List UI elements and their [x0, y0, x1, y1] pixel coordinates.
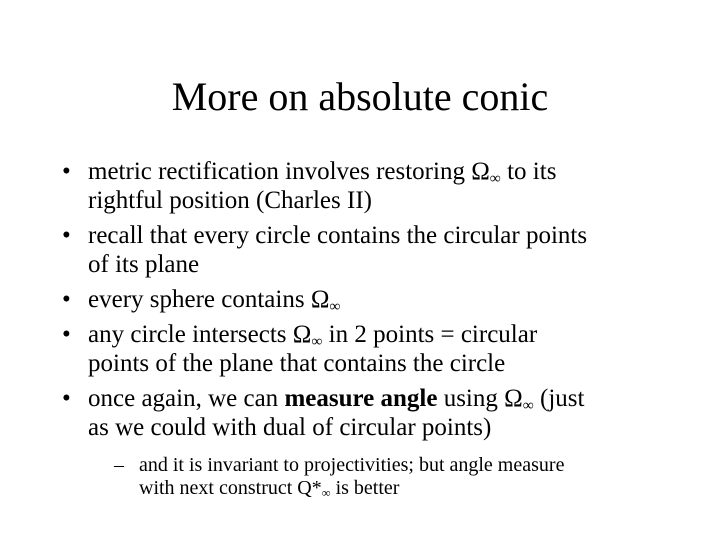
bullet-item-4 [62, 320, 702, 378]
sub-bullet-line-1: and it is invariant to projectivities; but angle measure [139, 454, 565, 476]
bullet-marker: • [62, 385, 71, 412]
bullet-list [62, 157, 702, 506]
infinity-symbol: ∞ [329, 297, 341, 315]
text-fragment: with next construct Q* [139, 477, 322, 499]
sub-bullet-item [88, 454, 702, 500]
sub-bullet-marker: – [114, 454, 124, 476]
bullet-1-line-2: rightful position (Charles II) [88, 187, 372, 214]
infinity-symbol: ∞ [311, 332, 323, 350]
bullet-marker: • [62, 321, 71, 348]
text-fragment: once again, we can [88, 385, 285, 412]
bullet-item-5 [62, 384, 702, 500]
bullet-2-line-2: of its plane [88, 251, 200, 278]
text-fragment: to its [500, 158, 557, 185]
bullet-1-line-1 [88, 157, 702, 186]
emphasis-measure-angle: measure angle [284, 385, 438, 412]
slide-title: More on absolute conic [171, 74, 549, 119]
bullet-marker: • [62, 158, 71, 185]
text-fragment: using [437, 385, 505, 412]
bullet-item-1 [62, 157, 702, 215]
omega-symbol: Ω [292, 321, 312, 348]
bullet-3-line-1 [88, 285, 702, 314]
infinity-symbol: ∞ [489, 169, 501, 187]
bullet-4-line-2: points of the plane that contains the circle [88, 350, 506, 377]
bullet-5-line-2: as we could with dual of circular points) [88, 414, 492, 441]
bullet-marker: • [62, 286, 71, 313]
bullet-item-3 [62, 285, 702, 314]
text-fragment: (just [533, 385, 585, 412]
text-fragment: is better [330, 477, 400, 499]
text-fragment: every sphere contains [88, 286, 311, 313]
infinity-symbol: ∞ [321, 486, 331, 501]
bullet-2-line-1: recall that every circle contains the circular points [88, 222, 588, 249]
text-fragment: any circle intersects [88, 321, 293, 348]
bullet-item-2 [62, 221, 702, 279]
omega-symbol: Ω [310, 286, 330, 313]
omega-symbol: Ω [471, 158, 490, 185]
bullet-marker: • [62, 222, 71, 249]
omega-symbol: Ω [504, 385, 523, 412]
sub-bullet-line-2 [139, 477, 702, 500]
bullet-4-line-1 [88, 320, 702, 349]
bullet-5-line-1 [88, 384, 702, 413]
text-fragment: metric rectification involves restoring [88, 158, 472, 185]
text-fragment: in 2 points = circular [322, 321, 538, 348]
infinity-symbol: ∞ [522, 396, 534, 414]
